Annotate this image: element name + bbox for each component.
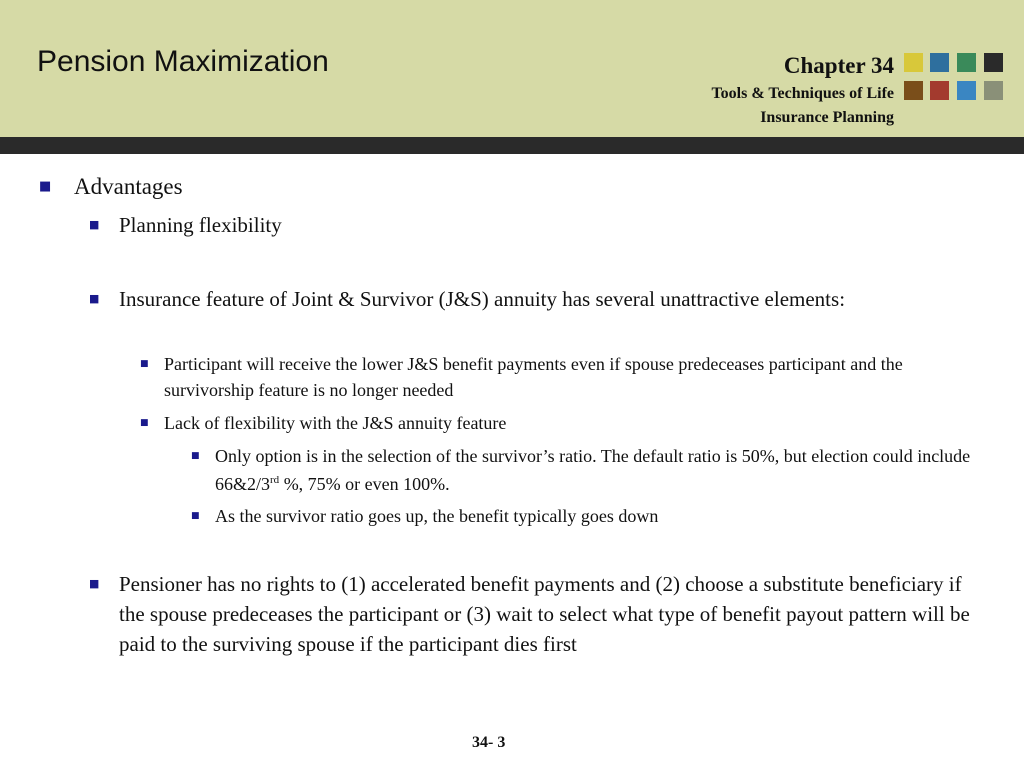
square-bullet-icon: ■: [191, 511, 200, 521]
bullet-text: Planning flexibility: [119, 213, 282, 237]
bullet-text: Insurance feature of Joint & Survivor (J&S) annuity has several unattractive elements:: [119, 287, 846, 311]
square-bullet-icon: ■: [39, 179, 52, 194]
square-bullet-icon: ■: [140, 418, 149, 428]
bullet-text: Participant will receive the lower J&S benefit payments even if spouse predeceases participant and the survivorship feature is no longer needed: [164, 354, 903, 400]
bullet-lack: [140, 410, 954, 436]
bullet-survivor-ratio: [191, 502, 995, 530]
bullet-advantages: [39, 172, 974, 202]
square-bullet-icon: ■: [89, 218, 100, 231]
chapter-label: Chapter 34: [783, 53, 894, 78]
slide-title: Pension Maximization: [37, 45, 329, 78]
bullet-text: As the survivor ratio goes up, the benefit typically goes down: [215, 506, 659, 526]
bullet-participant: [140, 351, 954, 403]
square-bullet-icon: ■: [89, 292, 100, 305]
bullet-text: Pensioner has no rights to (1) accelerated benefit payments and (2) choose a substitute beneficiary if the spouse predeceases the participant or (3) wait to select what type of benefit payout pattern will be paid to the surviving spouse if the participant dies first: [119, 572, 970, 656]
bullet-text-cont: %, 75% or even 100%.: [279, 474, 450, 494]
chapter-subtitle-line1: Tools & Techniques of Life: [711, 85, 894, 102]
square-bullet-icon: ■: [191, 451, 200, 461]
square-bullet-icon: ■: [140, 359, 149, 369]
bullet-pensioner: [89, 569, 979, 659]
page-number: 34- 3: [472, 734, 506, 751]
bullet-text: Only option is in the selection of the survivor’s ratio. The default ratio is 50%, but election could include 66&2/3: [215, 446, 971, 494]
chapter-subtitle-line2: Insurance Planning: [760, 109, 894, 126]
bullet-text: Lack of flexibility with the J&S annuity feature: [164, 413, 507, 433]
bullet-superscript: rd: [270, 474, 280, 486]
square-bullet-icon: ■: [89, 577, 100, 590]
bullet-only-option: [191, 442, 995, 498]
bullet-insurance-feature: [89, 284, 919, 314]
bullet-planning: [89, 210, 979, 240]
bullet-text: Advantages: [74, 174, 183, 199]
